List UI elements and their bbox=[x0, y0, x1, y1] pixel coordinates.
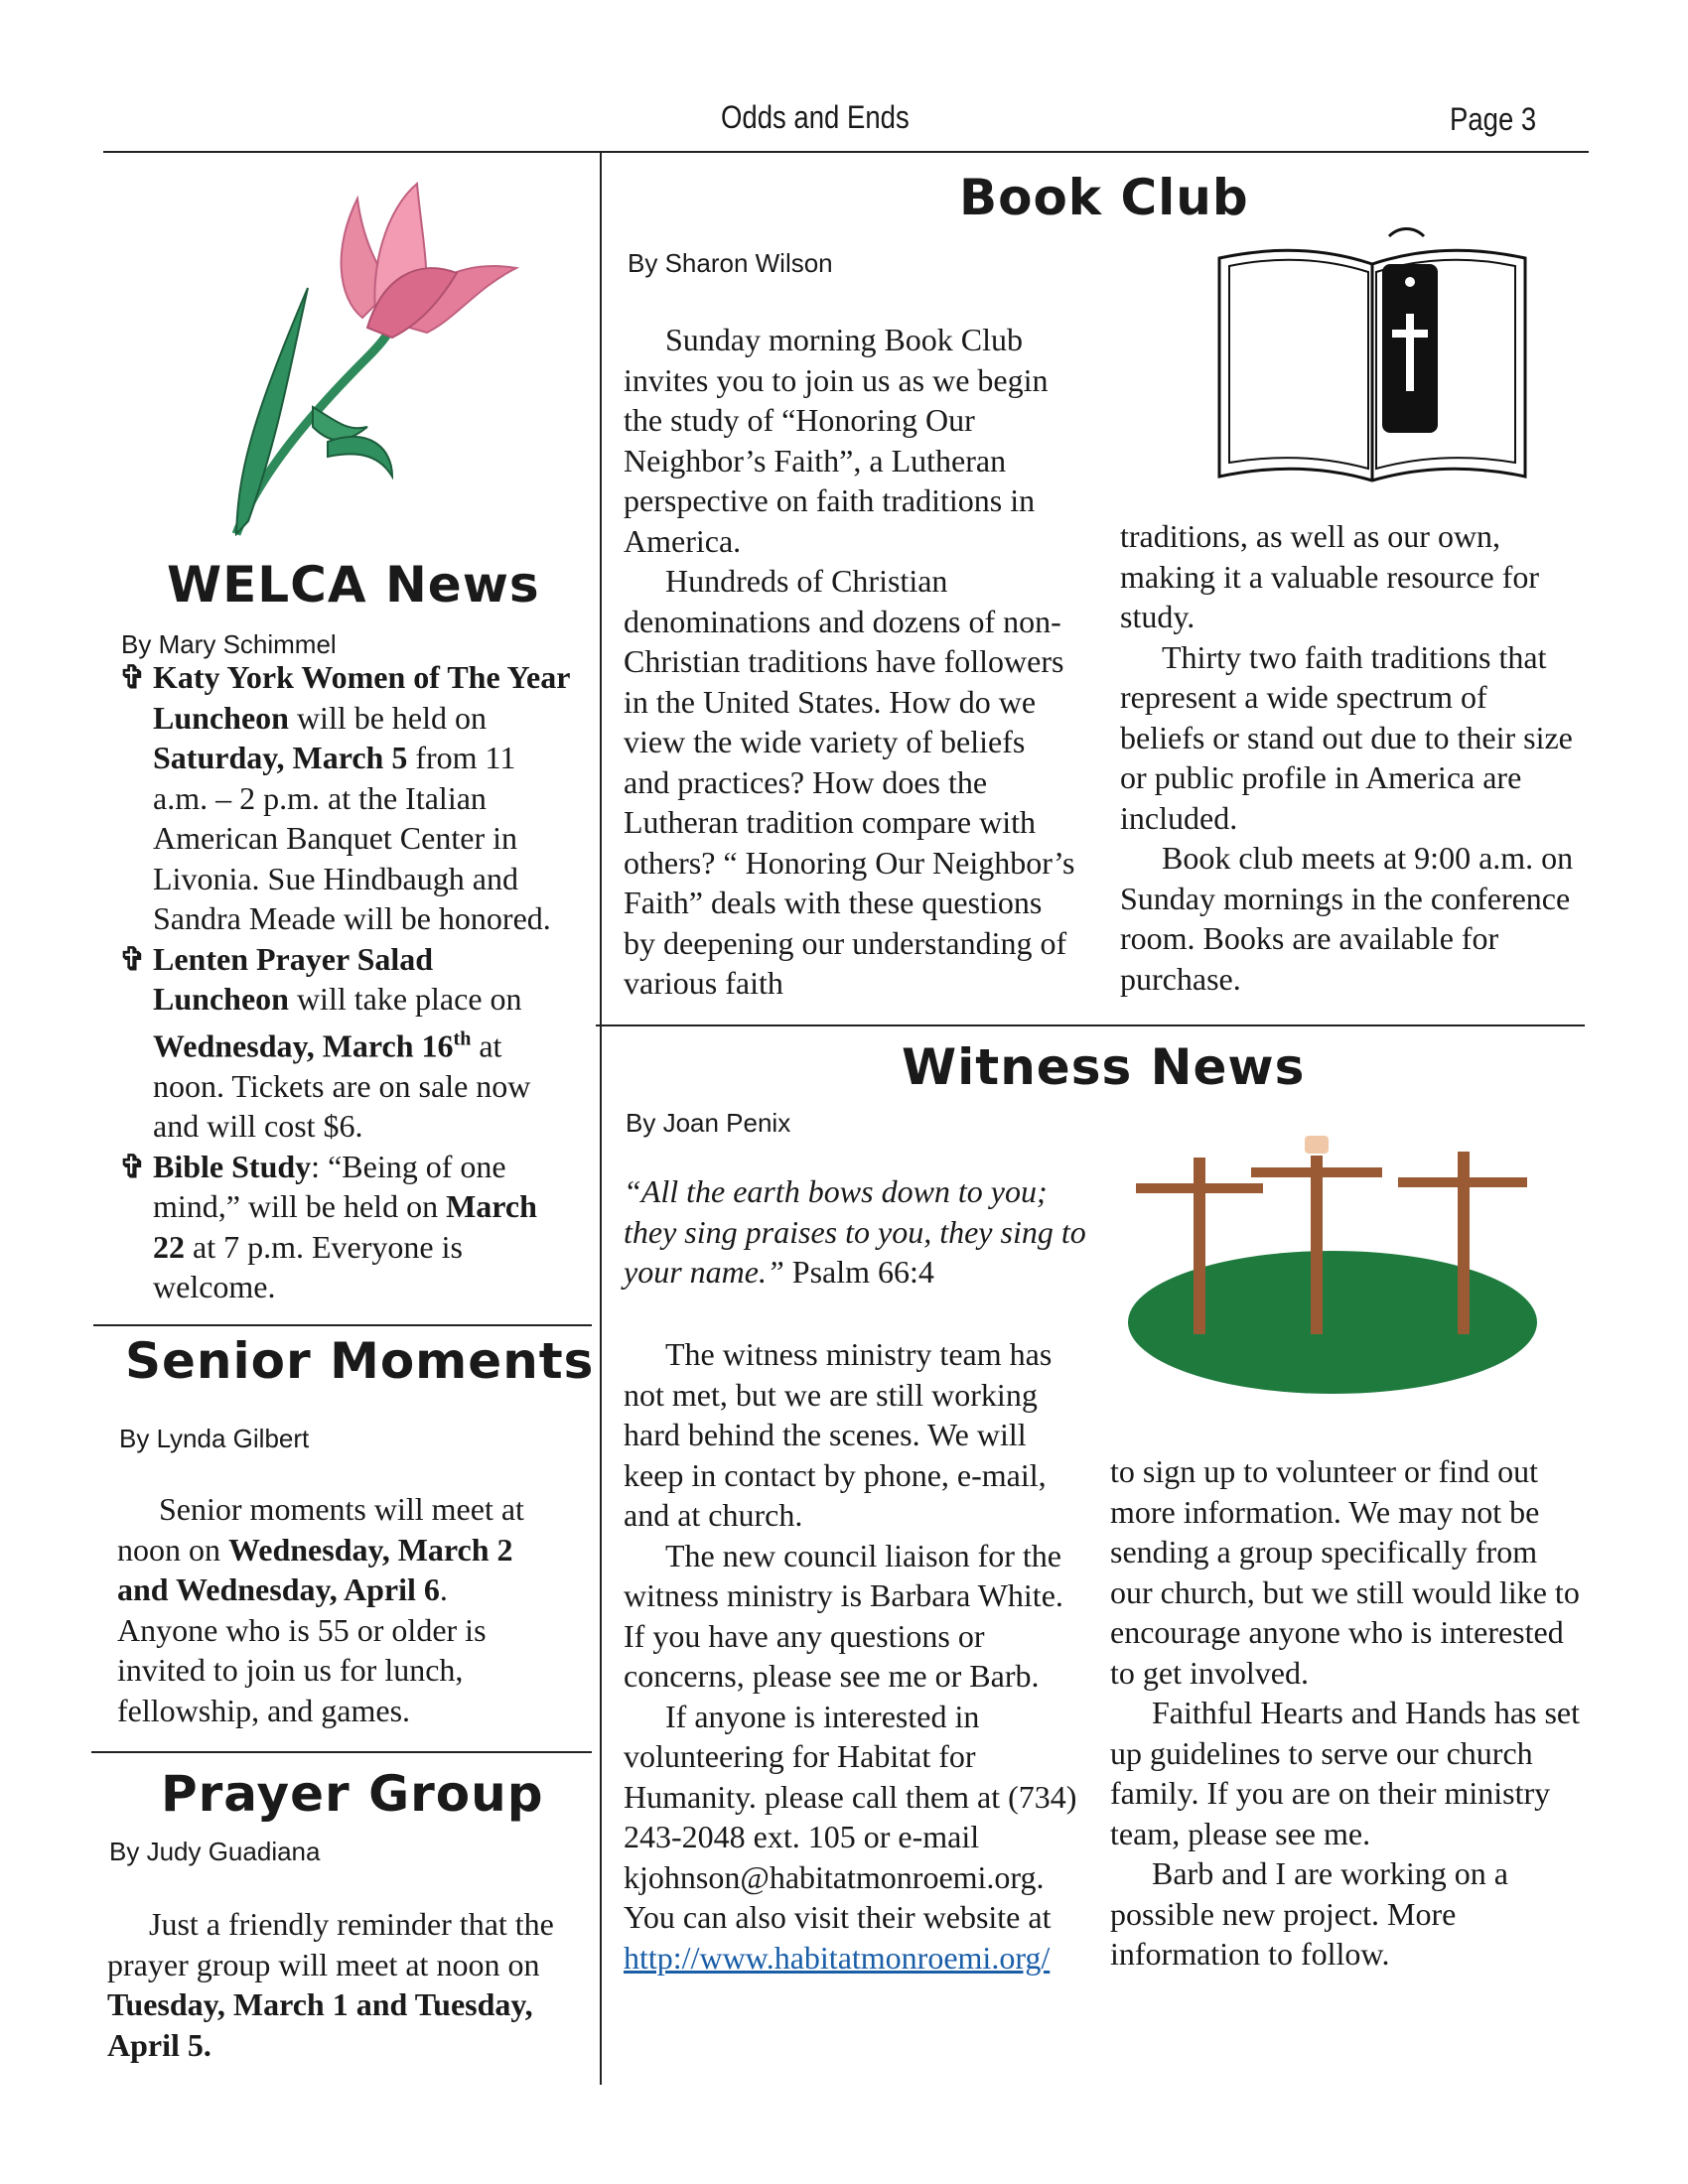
welca-byline: By Mary Schimmel bbox=[121, 629, 337, 659]
welca-event-lenten bbox=[119, 939, 576, 1147]
event-date: Saturday, March 5 bbox=[153, 740, 408, 775]
bookclub-paragraph: Sunday morning Book Club invites you to join us as we begin the study of “Honoring Our Neighbor’s Faith”, a Lutheran perspective on faith traditions in America. bbox=[624, 322, 1049, 559]
witness-paragraph: to sign up to volunteer or find out more information. We may not be sending a group specifically from our church, but we still would like to encourage anyone who is interested to get involved. bbox=[1110, 1453, 1580, 1691]
tulip-illustration bbox=[218, 179, 566, 536]
quote-reference: Psalm 66:4 bbox=[783, 1254, 934, 1290]
event-name: Lenten Prayer Salad Luncheon bbox=[153, 940, 434, 1017]
event-text: will take place on bbox=[288, 981, 522, 1017]
cross-bullet-icon: ✞ bbox=[119, 659, 146, 695]
event-name: Katy York Women of The Year Luncheon bbox=[153, 659, 570, 736]
header-rule bbox=[103, 151, 1589, 153]
cross-bullet-icon: ✞ bbox=[119, 1148, 146, 1184]
event-date: March 22 bbox=[153, 1188, 537, 1265]
welca-news-heading: WELCA News bbox=[167, 556, 540, 614]
cross-bullet-icon: ✞ bbox=[119, 940, 146, 977]
event-date-suffix: th bbox=[453, 1027, 472, 1050]
prayer-text: Just a friendly reminder that the prayer group will meet at noon on bbox=[107, 1906, 554, 1982]
senior-byline: By Lynda Gilbert bbox=[119, 1424, 310, 1453]
event-text: at noon. Tickets are on sale now and will cost $6. bbox=[153, 1027, 531, 1145]
quote-text: “All the earth bows down to you; they sing praises to you, they sing to your name.” bbox=[624, 1173, 1086, 1290]
bookclub-paragraph: Book club meets at 9:00 a.m. on Sunday mornings in the conference room. Books are available for purchase. bbox=[1120, 840, 1574, 997]
witness-right-column bbox=[1110, 1451, 1587, 1975]
witness-scripture-quote bbox=[624, 1171, 1090, 1293]
event-text: : “Being of one mind,” will be held on bbox=[153, 1148, 506, 1225]
event-text: from 11 a.m. – 2 p.m. at the Italian American Banquet Center in Livonia. Sue Hindbaugh and Sandra Meade will be honored. bbox=[153, 740, 551, 936]
running-header-title: Odds and Ends bbox=[721, 99, 910, 135]
event-name: Bible Study bbox=[153, 1148, 312, 1184]
prayer-body bbox=[107, 1904, 564, 2065]
prayer-group-heading: Prayer Group bbox=[161, 1765, 544, 1823]
welca-bottom-rule bbox=[93, 1324, 592, 1326]
book-club-heading: Book Club bbox=[959, 169, 1249, 226]
bookclub-paragraph: traditions, as well as our own, making it a valuable resource for study. bbox=[1120, 518, 1540, 634]
open-bible-icon bbox=[1215, 226, 1531, 496]
witness-paragraph: The witness ministry team has not met, but we are still working hard behind the scenes. We will keep in contact by phone, e-mail, and at church. bbox=[624, 1336, 1053, 1533]
bookclub-paragraph: Thirty two faith traditions that represent a wide spectrum of beliefs or stand out due to their size or public profile in America are included. bbox=[1120, 638, 1573, 836]
bookclub-left-column bbox=[624, 320, 1078, 1004]
event-date: Wednesday, March 16 bbox=[153, 1027, 454, 1064]
senior-moments-heading: Senior Moments bbox=[125, 1332, 595, 1390]
senior-text: Senior moments will meet at noon on bbox=[117, 1491, 524, 1568]
witness-left-column bbox=[624, 1334, 1082, 1978]
left-column-divider bbox=[600, 153, 602, 2085]
witness-paragraph: Faithful Hearts and Hands has set up guidelines to serve our church family. If you are on their ministry team, please see me. bbox=[1110, 1695, 1581, 1851]
welca-event-luncheon bbox=[119, 657, 576, 939]
bookclub-right-column bbox=[1120, 516, 1577, 999]
witness-byline: By Joan Penix bbox=[626, 1108, 791, 1138]
event-text: at 7 p.m. Everyone is welcome. bbox=[153, 1228, 463, 1305]
bookclub-paragraph: Hundreds of Christian denominations and dozens of non-Christian traditions have followers in the United States. How do we view the wide variety of beliefs and practices? How does the Lutheran tradition compare with others? “ Honoring Our Neighbor’s Faith” deals with these questions by deepening our understanding of various faith bbox=[624, 563, 1075, 1001]
bookclub-bottom-rule bbox=[596, 1024, 1585, 1026]
prayer-dates: Tuesday, March 1 and Tuesday, April 5. bbox=[107, 1986, 533, 2063]
witness-paragraph: Barb and I are working on a possible new project. More information to follow. bbox=[1110, 1855, 1508, 1972]
senior-bottom-rule bbox=[91, 1751, 592, 1753]
habitat-website-link[interactable]: http://www.habitatmonroemi.org/ bbox=[624, 1939, 1051, 1976]
senior-body bbox=[117, 1489, 554, 1730]
senior-dates: Wednesday, March 2 and Wednesday, April 6 bbox=[117, 1531, 513, 1607]
event-text: will be held on bbox=[288, 699, 488, 736]
witness-paragraph: If anyone is interested in volunteering for Habitat for Humanity. please call them at (734) 243-2048 ext. 105 or e-mail kjohnson@habitatmonroemi.org. You can also visit their website at bbox=[624, 1698, 1077, 1935]
senior-text: . Anyone who is 55 or older is invited to join us for lunch, fellowship, and games. bbox=[117, 1571, 487, 1728]
page-number: Page 3 bbox=[1450, 101, 1537, 137]
bookclub-byline: By Sharon Wilson bbox=[628, 248, 833, 278]
witness-news-heading: Witness News bbox=[902, 1038, 1306, 1096]
witness-paragraph: The new council liaison for the witness ministry is Barbara White. If you have any questions or concerns, please see me or Barb. bbox=[624, 1537, 1063, 1694]
three-crosses-illustration bbox=[1122, 1128, 1539, 1398]
welca-events-list bbox=[119, 657, 576, 1307]
prayer-byline: By Judy Guadiana bbox=[109, 1837, 321, 1866]
welca-event-bible-study bbox=[119, 1147, 576, 1307]
